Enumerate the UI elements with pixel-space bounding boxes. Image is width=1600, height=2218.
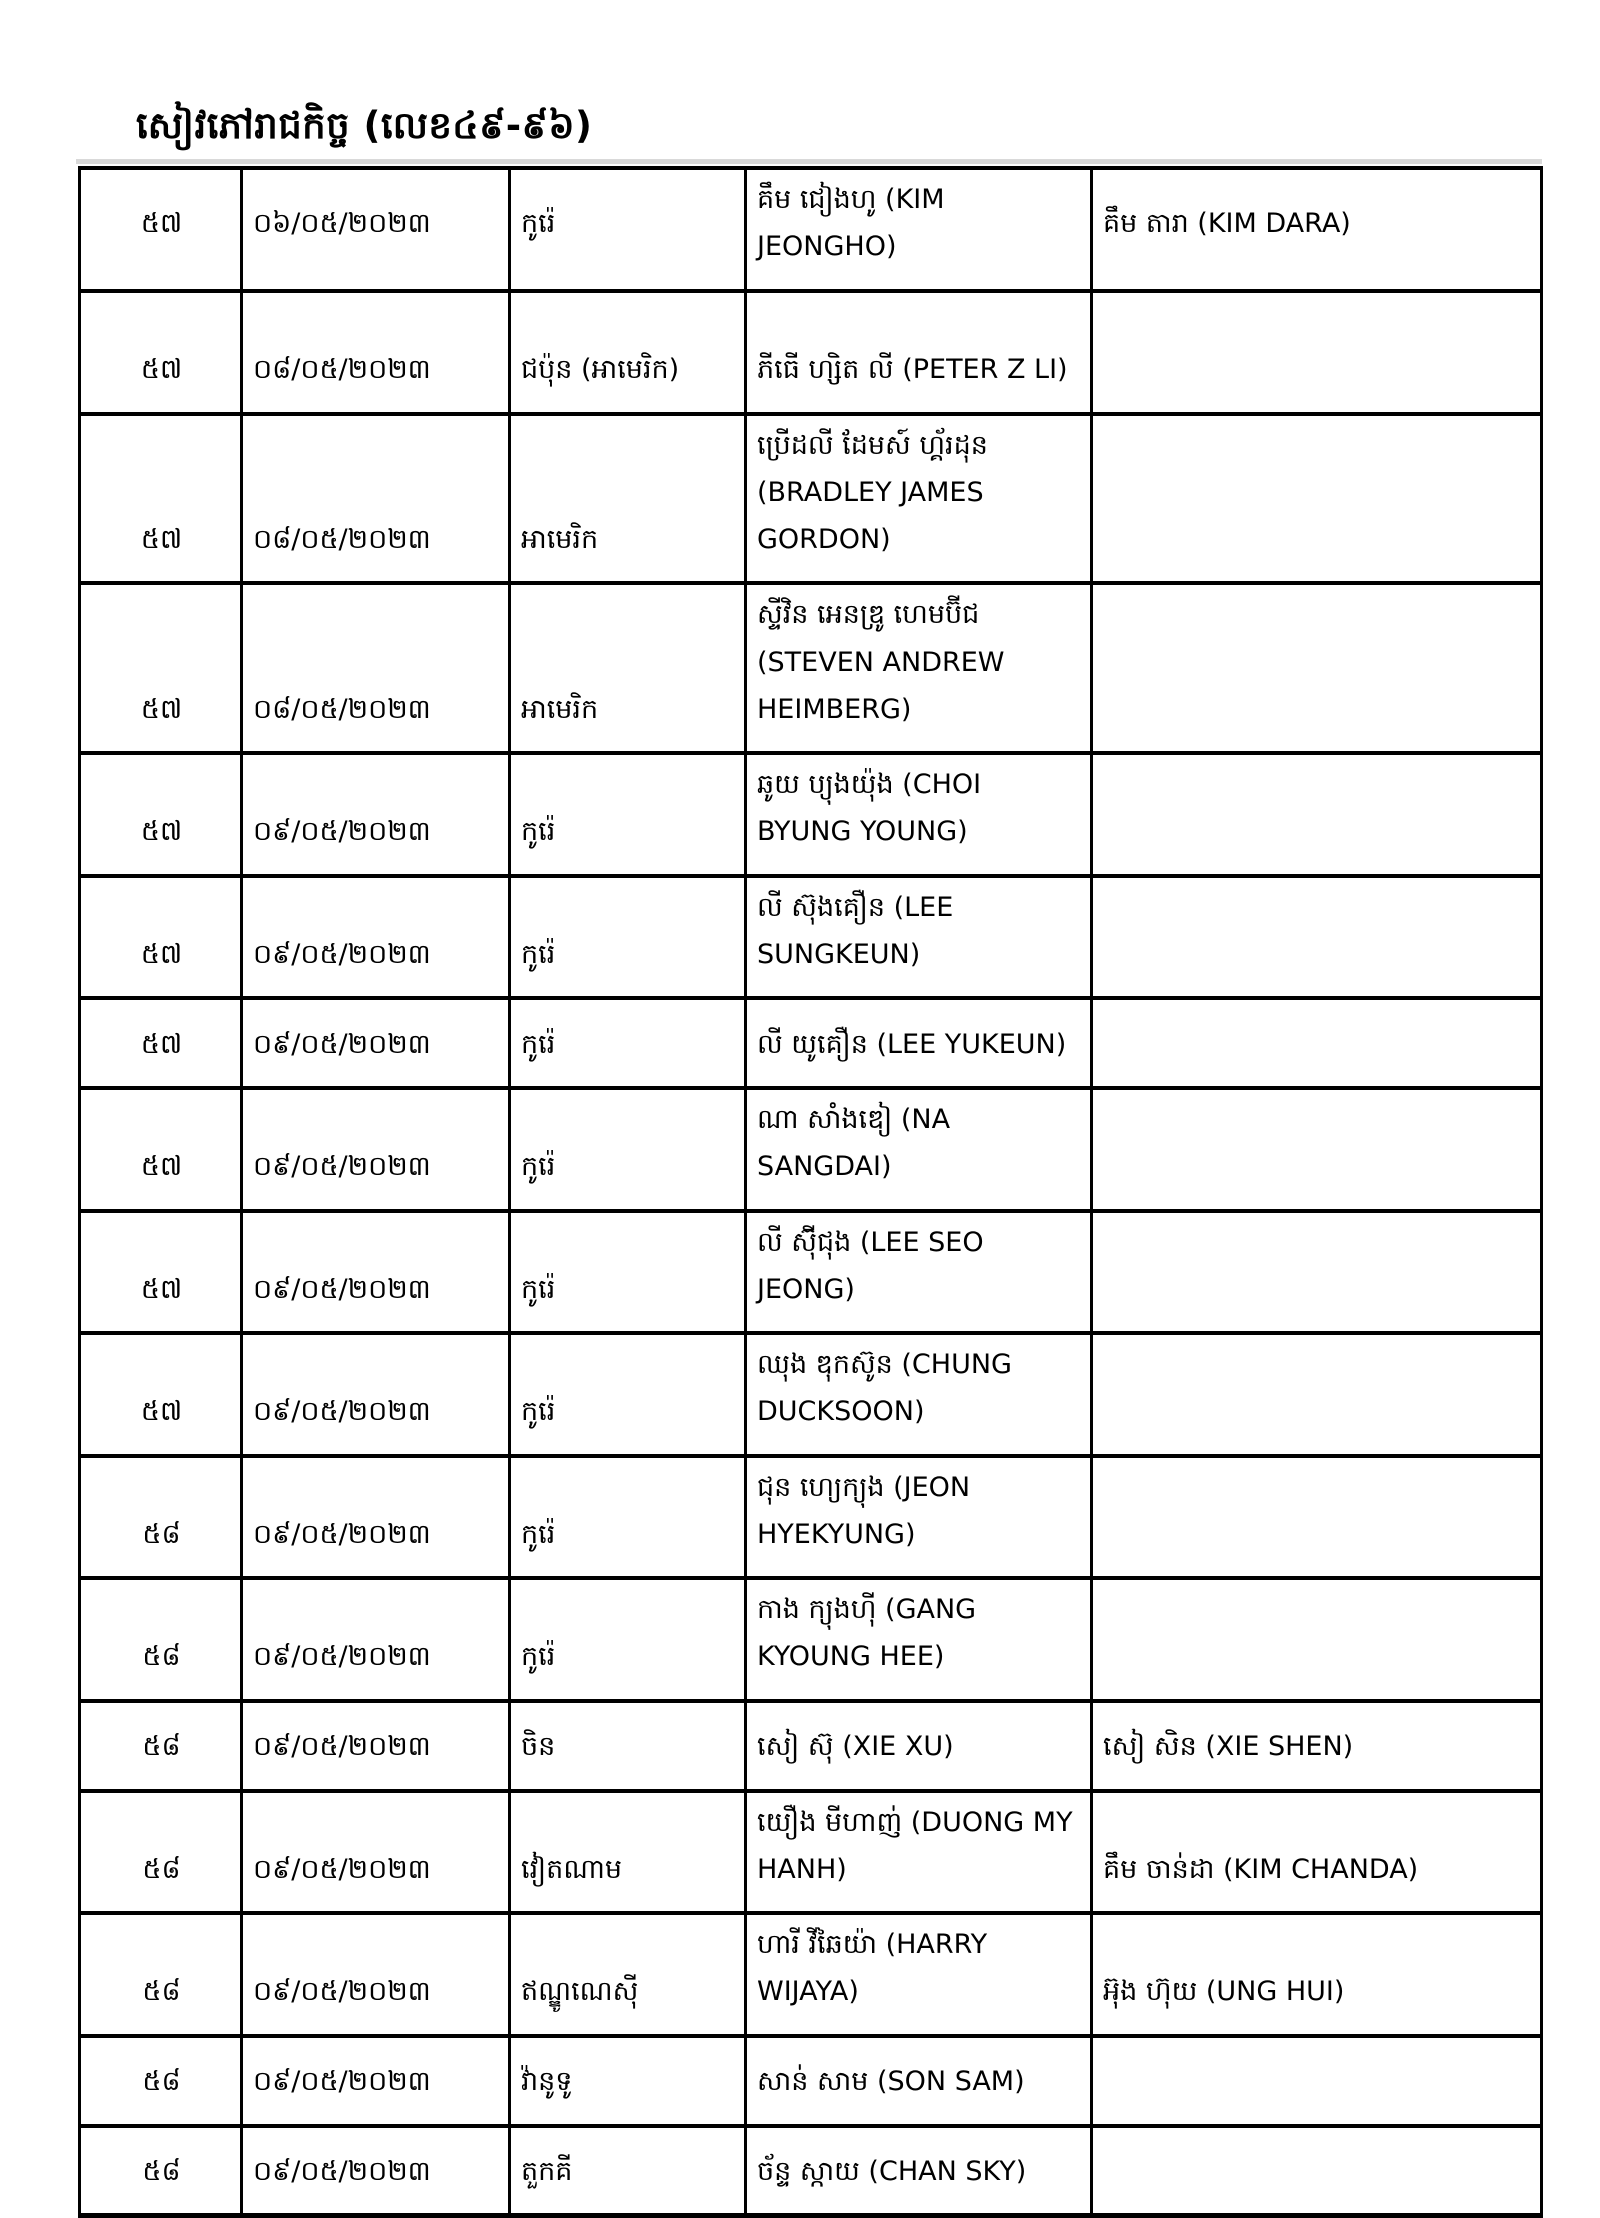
- person-name-cell: គឹម ជៀងហូ (KIM JEONGHO): [746, 168, 1092, 291]
- date-cell: ០៩/០៥/២០២៣: [242, 1701, 510, 1791]
- row-number-cell: ៥៨: [80, 1913, 242, 2036]
- date-cell: ០៦/០៥/២០២៣: [242, 168, 510, 291]
- country-cell: វៀតណាម: [510, 1791, 746, 1914]
- person-name-cell: សាន់ សាម (SON SAM): [746, 2036, 1092, 2126]
- country-cell: ជប៉ុន (អាមេរិក): [510, 291, 746, 414]
- person-name-cell: ហារី វីឆៃយ៉ា (HARRY WIJAYA): [746, 1913, 1092, 2036]
- table-row: [80, 753, 1542, 876]
- secondary-name-cell: [1092, 1456, 1542, 1579]
- secondary-name-cell: [1092, 753, 1542, 876]
- secondary-name-cell: អ៊ុង ហ៊ុយ (UNG HUI): [1092, 1913, 1542, 2036]
- secondary-name-cell: គឹម ចាន់ដា (KIM CHANDA): [1092, 1791, 1542, 1914]
- date-cell: ០៩/០៥/២០២៣: [242, 2036, 510, 2126]
- table-row: [80, 414, 1542, 584]
- secondary-name-cell: [1092, 1578, 1542, 1701]
- table-row: [80, 1578, 1542, 1701]
- person-name-cell: ណា សាំងឌៀ (NA SANGDAI): [746, 1088, 1092, 1211]
- date-cell: ០៩/០៥/២០២៣: [242, 1333, 510, 1456]
- country-cell: អាមេរិក: [510, 583, 746, 753]
- table-row: [80, 1456, 1542, 1579]
- country-cell: កូរ៉េ: [510, 1578, 746, 1701]
- person-name-cell: កាង ក្យុងហ៊ី (GANG KYOUNG HEE): [746, 1578, 1092, 1701]
- table-row: [80, 1211, 1542, 1334]
- country-cell: កូរ៉េ: [510, 1333, 746, 1456]
- date-cell: ០៩/០៥/២០២៣: [242, 2126, 510, 2216]
- country-cell: អាមេរិក: [510, 414, 746, 584]
- secondary-name-cell: [1092, 291, 1542, 414]
- secondary-name-cell: [1092, 1088, 1542, 1211]
- date-cell: ០៩/០៥/២០២៣: [242, 1456, 510, 1579]
- secondary-name-cell: [1092, 583, 1542, 753]
- table-row: [80, 1913, 1542, 2036]
- date-cell: ០៩/០៥/២០២៣: [242, 753, 510, 876]
- date-cell: ០៩/០៥/២០២៣: [242, 998, 510, 1088]
- row-number-cell: ៥៧: [80, 1211, 242, 1334]
- country-cell: កូរ៉េ: [510, 168, 746, 291]
- row-number-cell: ៥៨: [80, 1791, 242, 1914]
- country-cell: កូរ៉េ: [510, 1456, 746, 1579]
- country-cell: វ៉ានូទូ: [510, 2036, 746, 2126]
- person-name-cell: ច័ន្ទ ស្កាយ (CHAN SKY): [746, 2126, 1092, 2216]
- page-title: សៀវភៅរាជកិច្ច (លេខ៤៩-៩៦): [136, 104, 593, 147]
- row-number-cell: ៥៧: [80, 168, 242, 291]
- row-number-cell: ៥៧: [80, 291, 242, 414]
- date-cell: ០៨/០៥/២០២៣: [242, 414, 510, 584]
- secondary-name-cell: គឹម តារា (KIM DARA): [1092, 168, 1542, 291]
- table-row: [80, 2126, 1542, 2216]
- country-cell: កូរ៉េ: [510, 998, 746, 1088]
- country-cell: កូរ៉េ: [510, 753, 746, 876]
- country-cell: កូរ៉េ: [510, 1211, 746, 1334]
- person-name-cell: លី យូគឿន (LEE YUKEUN): [746, 998, 1092, 1088]
- gazette-table-container: [78, 166, 1540, 2218]
- table-row: [80, 1333, 1542, 1456]
- secondary-name-cell: [1092, 876, 1542, 999]
- person-name-cell: ស្ទីវិន អេនឌ្រូ ហេមប៊ីជ (STEVEN ANDREW HEIMBERG): [746, 583, 1092, 753]
- row-number-cell: ៥៧: [80, 1333, 242, 1456]
- date-cell: ០៩/០៥/២០២៣: [242, 1913, 510, 2036]
- table-row: [80, 291, 1542, 414]
- person-name-cell: ជុន ហ្យេក្យុង (JEON HYEKYUNG): [746, 1456, 1092, 1579]
- secondary-name-cell: សៀ សិន (XIE SHEN): [1092, 1701, 1542, 1791]
- row-number-cell: ៥៧: [80, 583, 242, 753]
- date-cell: ០៨/០៥/២០២៣: [242, 291, 510, 414]
- table-row: [80, 2036, 1542, 2126]
- secondary-name-cell: [1092, 1333, 1542, 1456]
- date-cell: ០៩/០៥/២០២៣: [242, 1211, 510, 1334]
- date-cell: ០៩/០៥/២០២៣: [242, 876, 510, 999]
- secondary-name-cell: [1092, 2126, 1542, 2216]
- table-row: [80, 1791, 1542, 1914]
- table-row: [80, 998, 1542, 1088]
- row-number-cell: ៥៨: [80, 1456, 242, 1579]
- gazette-table: [78, 166, 1543, 2218]
- person-name-cell: លី ស៊ុងគឿន (LEE SUNGKEUN): [746, 876, 1092, 999]
- date-cell: ០៩/០៥/២០២៣: [242, 1791, 510, 1914]
- gazette-table-body: [80, 168, 1542, 2216]
- row-number-cell: ៥៧: [80, 876, 242, 999]
- table-row: [80, 168, 1542, 291]
- person-name-cell: ប្រើដលី ដែមស៍ ហ្គ័រដុន (BRADLEY JAMES GORDON): [746, 414, 1092, 584]
- secondary-name-cell: [1092, 414, 1542, 584]
- date-cell: ០៩/០៥/២០២៣: [242, 1088, 510, 1211]
- row-number-cell: ៥៧: [80, 753, 242, 876]
- secondary-name-cell: [1092, 2036, 1542, 2126]
- country-cell: ចិន: [510, 1701, 746, 1791]
- table-row: [80, 876, 1542, 999]
- country-cell: ឥណ្ឌូណេស៊ី: [510, 1913, 746, 2036]
- row-number-cell: ៥៧: [80, 414, 242, 584]
- person-name-cell: លី ស៊ុីជុង (LEE SEO JEONG): [746, 1211, 1092, 1334]
- row-number-cell: ៥៧: [80, 998, 242, 1088]
- secondary-name-cell: [1092, 998, 1542, 1088]
- row-number-cell: ៥៨: [80, 1701, 242, 1791]
- date-cell: ០៩/០៥/២០២៣: [242, 1578, 510, 1701]
- person-name-cell: ឆូយ ប្យុងយ៉ុង (CHOI BYUNG YOUNG): [746, 753, 1092, 876]
- country-cell: តួកគី: [510, 2126, 746, 2216]
- date-cell: ០៨/០៥/២០២៣: [242, 583, 510, 753]
- person-name-cell: សៀ ស៊ុ (XIE XU): [746, 1701, 1092, 1791]
- table-row: [80, 583, 1542, 753]
- row-number-cell: ៥៨: [80, 2036, 242, 2126]
- person-name-cell: ភីធើ ហ្សិត លី (PETER Z LI): [746, 291, 1092, 414]
- country-cell: កូរ៉េ: [510, 1088, 746, 1211]
- country-cell: កូរ៉េ: [510, 876, 746, 999]
- table-row: [80, 1701, 1542, 1791]
- row-number-cell: ៥៨: [80, 1578, 242, 1701]
- person-name-cell: យឿង មីហាញ់ (DUONG MY HANH): [746, 1791, 1092, 1914]
- row-number-cell: ៥៧: [80, 1088, 242, 1211]
- row-number-cell: ៥៨: [80, 2126, 242, 2216]
- secondary-name-cell: [1092, 1211, 1542, 1334]
- table-row: [80, 1088, 1542, 1211]
- person-name-cell: ឈុង ឌុកស៊ូន (CHUNG DUCKSOON): [746, 1333, 1092, 1456]
